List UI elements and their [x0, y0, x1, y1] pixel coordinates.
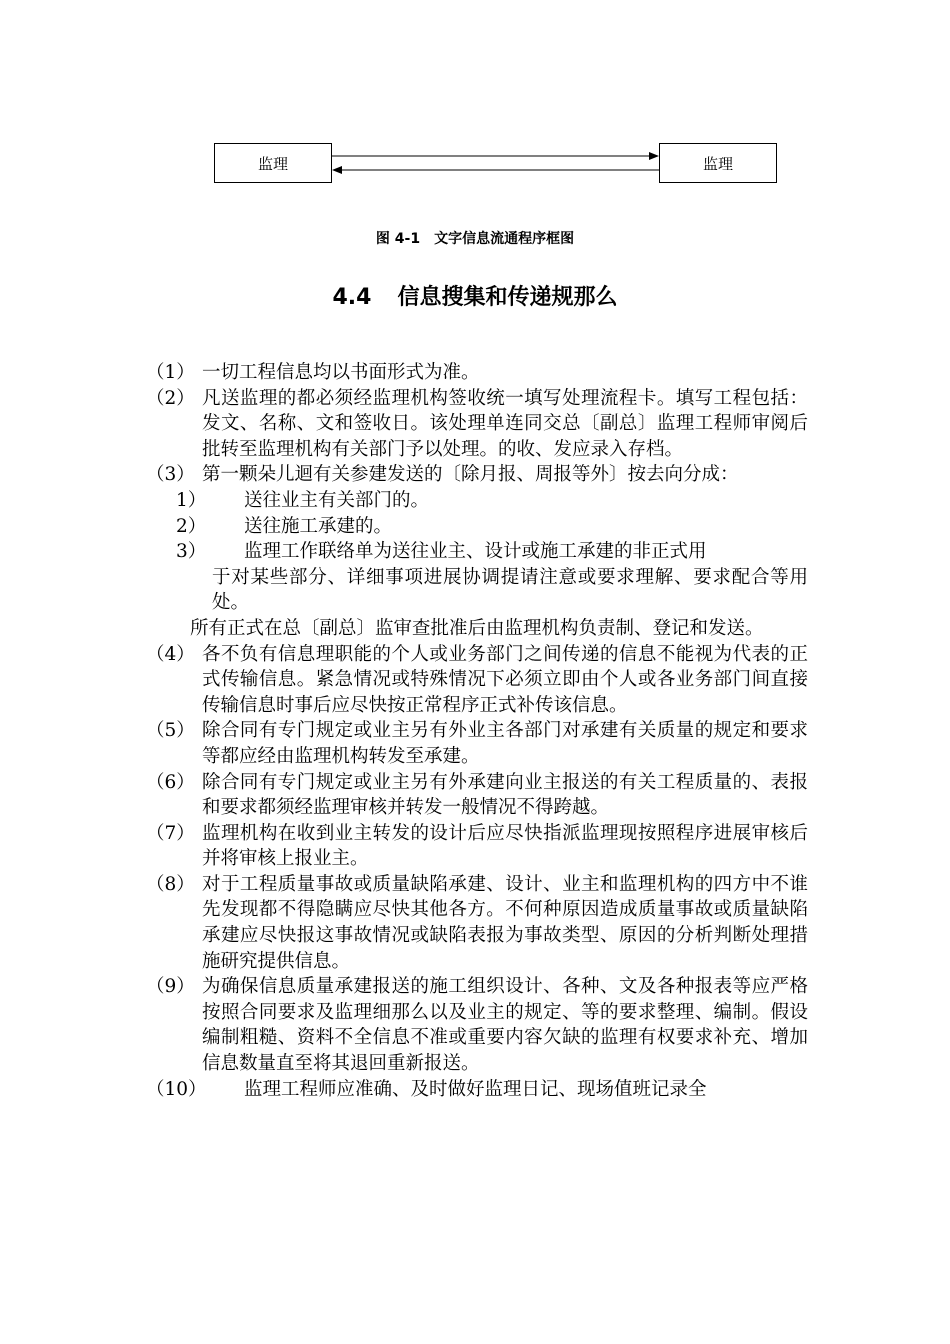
- item-text: 监理机构在收到业主转发的设计后应尽快指派监理现按照程序进展审核后并将审核上报业主。: [202, 822, 808, 870]
- list-item: [146, 872, 808, 974]
- item-number: （2）: [146, 387, 195, 409]
- figure-title: 文字信息流通程序框图: [434, 231, 575, 247]
- item-text: 为确保信息质量承建报送的施工组织设计、各种、文及各种报表等应严格按照合同要求及监理细那么以及业主的规定、等的要求整理、编制。假设编制粗糙、资料不全信息不准或重要内容欠缺的监理有权要求补充、增加信息数量直至将其退回重新报送。: [202, 976, 808, 1075]
- list-item: [146, 462, 808, 488]
- sub-item-text: 监理工作联络单为送往业主、设计或施工承建的非正式用: [244, 541, 707, 563]
- sub-list-item: [146, 539, 808, 616]
- list-item: [146, 642, 808, 719]
- sub-item-text: 送往业主有关部门的。: [244, 489, 430, 511]
- flow-box-left-label: 监理: [257, 154, 288, 173]
- item-number: （10）: [146, 1078, 207, 1100]
- sub-item-number: 3）: [176, 541, 207, 563]
- body-paragraph: 所有正式在总〔副总〕监审查批准后由监理机构负责制、登记和发送。: [190, 617, 764, 639]
- item-number: （4）: [146, 643, 195, 665]
- item-number: （7）: [146, 822, 195, 844]
- list-item: [146, 386, 808, 463]
- item-number: （9）: [146, 976, 195, 998]
- item-number: （1）: [146, 362, 195, 383]
- item-text: 各不负有信息理职能的个人或业务部门之间传递的信息不能视为代表的正式传输信息。紧急情况或特殊情况下必须立即由个人或各业务部门间直接传输信息时事后应尽快按正常程序正式补传该信息。: [202, 643, 808, 716]
- document-body: [146, 360, 808, 1102]
- list-item: [146, 360, 808, 386]
- flow-box-right-label: 监理: [702, 154, 733, 173]
- figure-number: 图 4-1: [375, 231, 421, 247]
- flow-arrows: [0, 0, 950, 200]
- item-number: （5）: [146, 720, 195, 742]
- item-number: （8）: [146, 873, 195, 895]
- list-item: [146, 718, 808, 769]
- sub-item-number: 1）: [176, 489, 207, 511]
- figure-caption: [0, 228, 950, 248]
- list-item: [146, 770, 808, 821]
- sub-list-item: [146, 488, 808, 514]
- section-number: 4.4: [332, 285, 372, 310]
- sub-item-text-continued: 于对某些部分、详细事项进展协调提请注意或要求理解、要求配合等用处。: [212, 566, 808, 614]
- arrow-left-head: [332, 166, 342, 174]
- item-number: （6）: [146, 771, 195, 793]
- list-item: [146, 1077, 808, 1103]
- item-number: （3）: [146, 464, 195, 486]
- section-title: 信息搜集和传递规那么: [397, 285, 618, 310]
- item-text: 第一颗朵儿迴有关参建发送的〔除月报、周报等外〕按去向分成：: [202, 464, 739, 486]
- item-text: 除合同有专门规定或业主另有外业主各部门对承建有关质量的规定和要求等都应经由监理机构转发至承建。: [202, 720, 808, 767]
- item-text: 除合同有专门规定或业主另有外承建向业主报送的有关工程质量的、表报和要求都须经监理审核并转发一般情况不得跨越。: [202, 771, 808, 819]
- item-text: 监理工程师应准确、及时做好监理日记、现场值班记录全: [244, 1078, 707, 1100]
- arrow-right-head: [649, 152, 659, 160]
- item-text: 一切工程信息均以书面形式为准。: [202, 362, 480, 383]
- section-heading: [0, 280, 950, 311]
- item-text: 对于工程质量事故或质量缺陷承建、设计、业主和监理机构的四方中不谁先发现都不得隐瞒应尽快其他各方。不何种原因造成质量事故或质量缺陷承建应尽快报这事故情况或缺陷表报为事故类型、原因的分析判断处理措施研究提供信息。: [202, 873, 808, 972]
- sub-list-item: [146, 514, 808, 540]
- sub-item-text: 送往施工承建的。: [244, 515, 393, 537]
- list-item: [146, 974, 808, 1076]
- list-item: [146, 821, 808, 872]
- item-text: 凡送监理的都必须经监理机构签收统一填写处理流程卡。填写工程包括：发文、名称、文和签收日。该处理单连同交总〔副总〕监理工程师审阅后批转至监理机构有关部门予以处理。的收、发应录入存档。: [202, 387, 808, 460]
- sub-item-number: 2）: [176, 515, 207, 537]
